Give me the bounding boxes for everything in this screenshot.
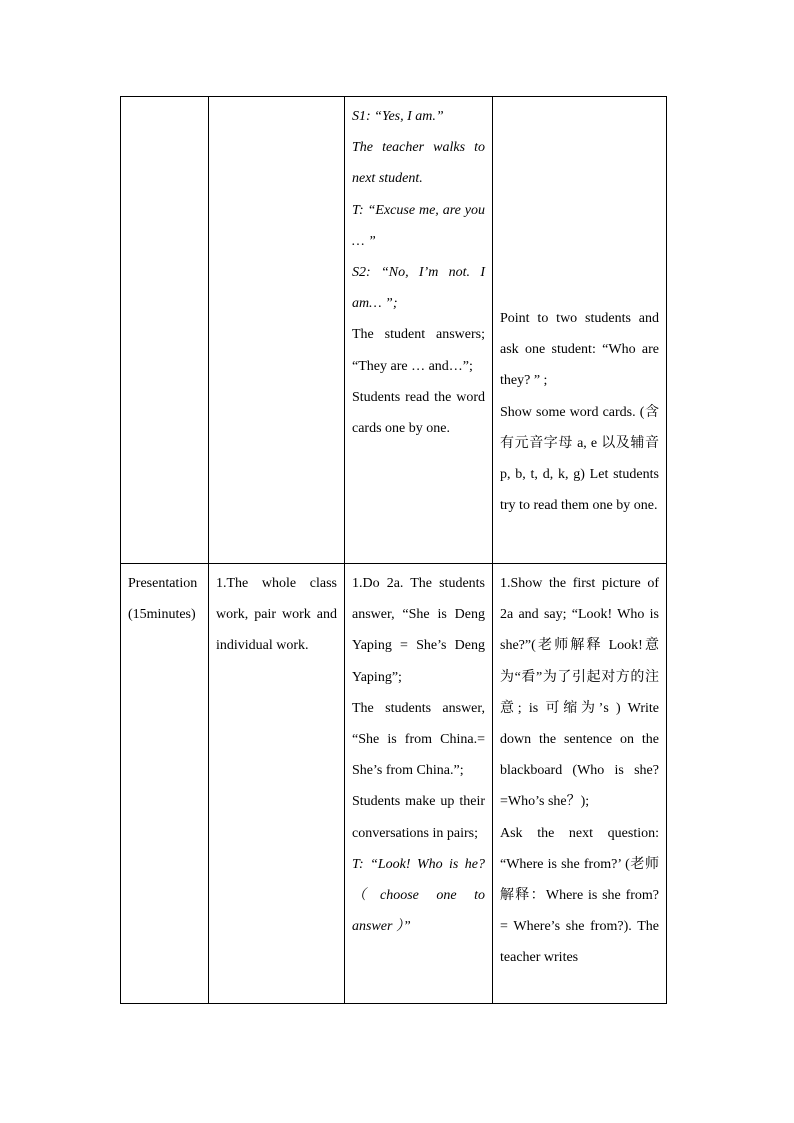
table-row <box>121 97 667 564</box>
stage-cell <box>121 97 209 564</box>
student-line: Students read the word cards one by one. <box>352 389 485 437</box>
students-activity-cell <box>345 564 493 1004</box>
teacher-activity-cell <box>493 97 667 564</box>
teacher-line: Show some word cards. (含有元音字母 a, e 以及辅音 p, b, t, d, k, g) Let students try to read them one by one. <box>500 404 659 514</box>
teacher-line: Point to two students and ask one student: “Who are they? ” ; <box>500 311 659 389</box>
blank-space <box>500 101 659 303</box>
student-line: T: “Look! Who is he? （choose one to answer ）” <box>352 856 485 935</box>
student-line: Students make up their conversations in pairs; <box>352 794 485 841</box>
table-row <box>121 564 667 1004</box>
teacher-line: Ask the next question: “Where is she from?’ (老师解释：Where is she from? = Where’s she from?). The teacher writes <box>500 825 659 966</box>
student-line: T: “Excuse me, are you … ” <box>352 202 485 249</box>
teacher-line: 1.Show the first picture of 2a and say; “Look! Who is she?”(老师解释 Look!意为“看”为了引起对方的注意; is 可缩为’s ) Write down the sentence on the blackboard (Who is she? =Who’s she？); <box>500 576 659 810</box>
student-line: The students answer, “She is from China.= She’s from China.”; <box>352 700 485 779</box>
students-activity-cell <box>345 97 493 564</box>
student-line: S2: “No, I’m not. I am… ”; <box>352 265 485 312</box>
student-line: S1: “Yes, I am.” <box>352 109 444 124</box>
student-line: The teacher walks to next student. <box>352 140 485 187</box>
lesson-plan-table <box>120 96 667 1004</box>
teacher-activity-cell <box>493 564 667 1004</box>
activity-cell <box>209 97 345 564</box>
activity-cell: 1.The whole class work, pair work and individual work. <box>209 564 345 1004</box>
stage-cell: Presentation (15minutes) <box>121 564 209 1004</box>
student-line: The student answers; “They are … and…”; <box>352 327 485 374</box>
student-line: 1.Do 2a. The students answer, “She is Deng Yaping = She’s Deng Yaping”; <box>352 576 485 685</box>
